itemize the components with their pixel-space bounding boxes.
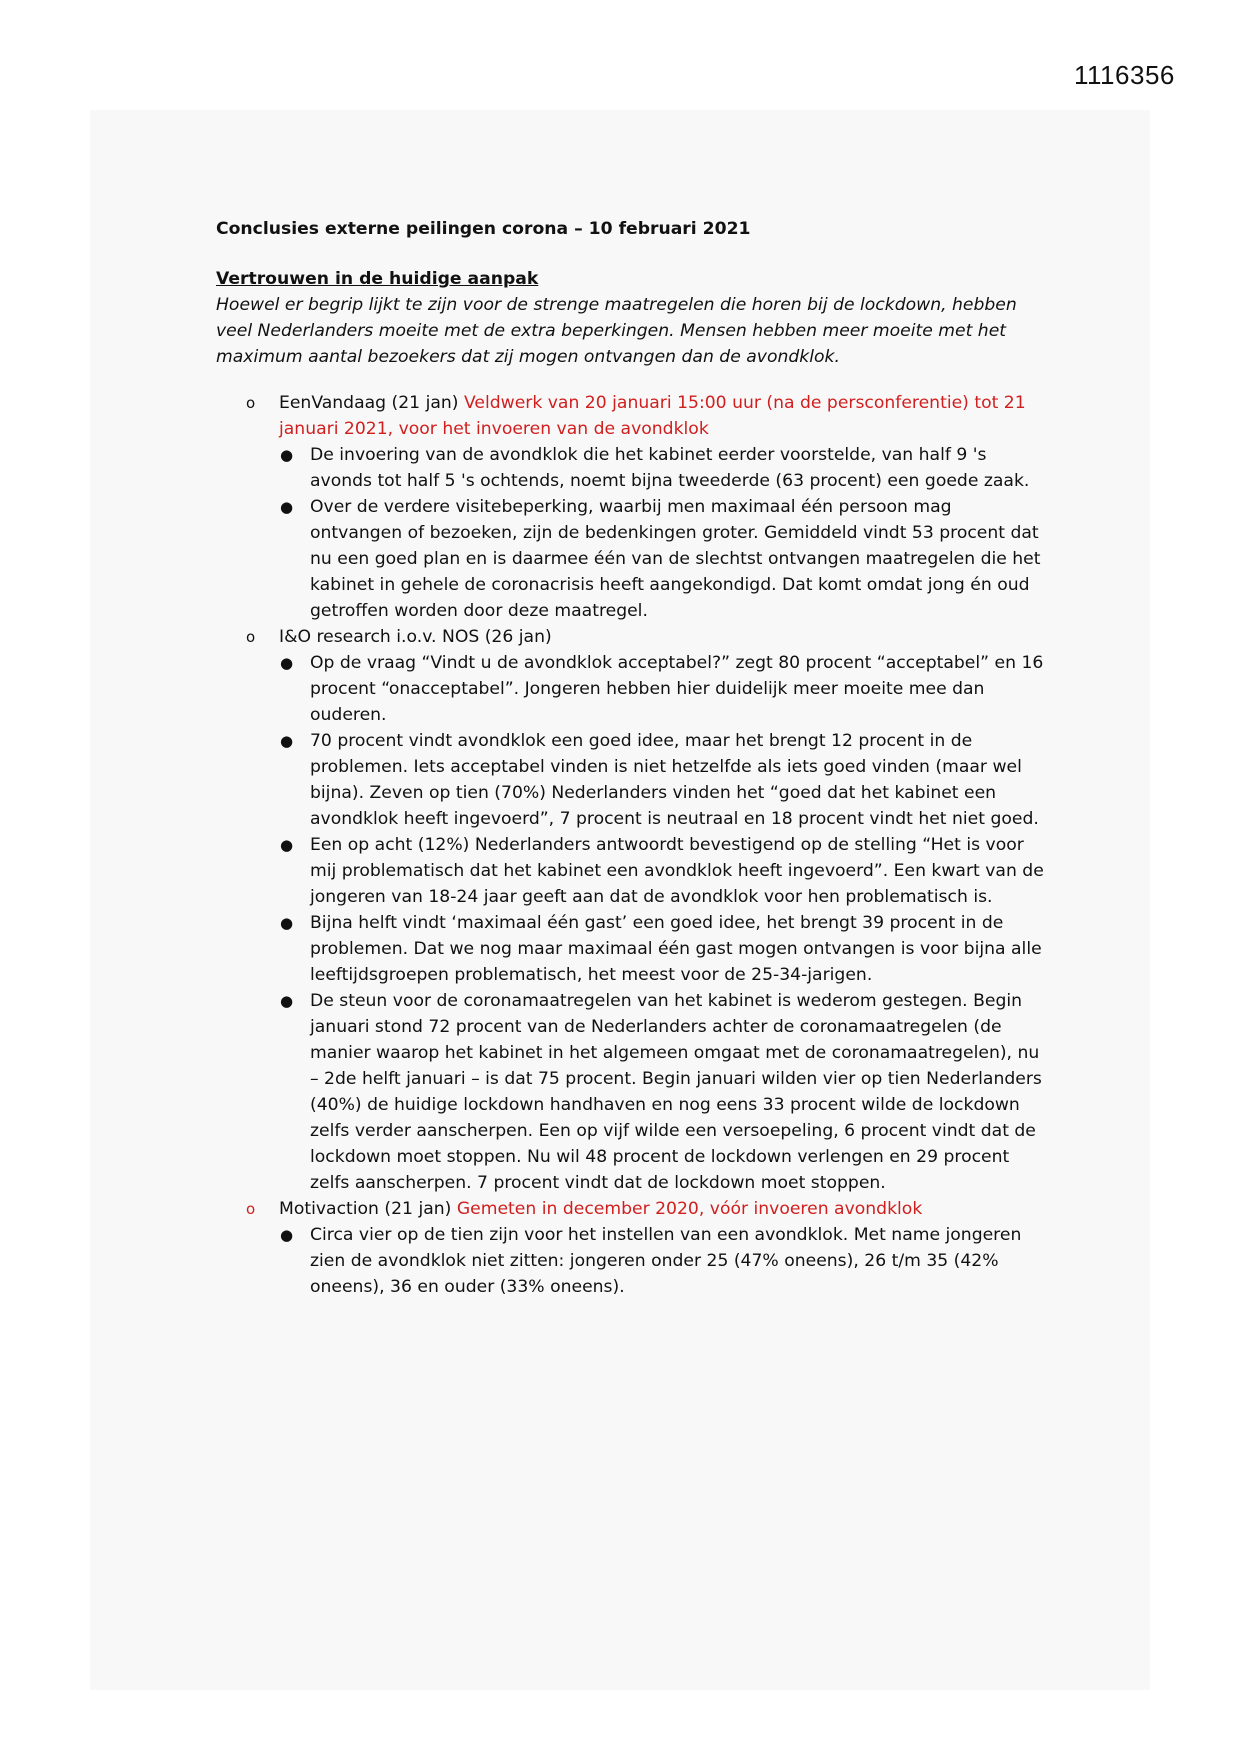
source-block	[216, 1196, 1046, 1222]
source-name: I&O research i.o.v. NOS (26 jan)	[279, 627, 552, 647]
source-block	[216, 624, 1046, 650]
section-heading: Vertrouwen in de huidige aanpak	[216, 269, 539, 289]
list-item: ● Bijna helft vindt ‘maximaal één gast’ een goed idee, het brengt 39 procent in de problemen. Dat we nog maar maximaal één gast mogen ontvangen is voor bijna alle leeftijdsgroepen problematisch, het meest voor de 25-34-jarigen.	[216, 910, 1046, 988]
circle-bullet-icon: o	[246, 628, 256, 646]
bullet-dot-icon: ●	[280, 1226, 294, 1244]
document-body	[216, 216, 1046, 1300]
circle-bullet-icon: o	[246, 394, 256, 412]
bullet-dot-icon: ●	[280, 836, 294, 854]
bullet-dot-icon: ●	[280, 654, 294, 672]
circle-bullet-icon: o	[246, 1200, 256, 1218]
list-item: ● De steun voor de coronamaatregelen van het kabinet is wederom gestegen. Begin januari stond 72 procent van de Nederlanders achter de coronamaatregelen (de manier waarop het kabinet in het algemeen omgaat met de coronamaatregelen), nu – 2de helft januari – is dat 75 procent. Begin januari wilden vier op tien Nederlanders (40%) de huidige lockdown handhaven en nog eens 33 procent wilde de lockdown zelfs verder aanscherpen. Een op vijf wilde een versoepeling, 6 procent vindt dat de lockdown moet stoppen. Nu wil 48 procent de lockdown verlengen en 29 procent zelfs aanscherpen. 7 procent vindt dat de lockdown moet stoppen.	[216, 988, 1046, 1196]
list-item: ● Op de vraag “Vindt u de avondklok acceptabel?” zegt 80 procent “acceptabel” en 16 procent “onacceptabel”. Jongeren hebben hier duidelijk meer moeite mee dan ouderen.	[216, 650, 1046, 728]
document-id: 1116356	[1074, 60, 1175, 90]
bullet-dot-icon: ●	[280, 992, 294, 1010]
document-title: Conclusies externe peilingen corona – 10 februari 2021	[216, 219, 751, 239]
list-item: ● Circa vier op de tien zijn voor het instellen van een avondklok. Met name jongeren zien de avondklok niet zitten: jongeren onder 25 (47% oneens), 26 t/m 35 (42% oneens), 36 en ouder (33% oneens).	[216, 1222, 1046, 1300]
list-item: ● Een op acht (12%) Nederlanders antwoordt bevestigend op de stelling “Het is voor mij problematisch dat het kabinet een avondklok heeft ingevoerd”. Een kwart van de jongeren van 18-24 jaar geeft aan dat de avondklok voor hen problematisch is.	[216, 832, 1046, 910]
source-name: Motivaction (21 jan)	[279, 1199, 452, 1219]
bullet-list	[216, 442, 1046, 624]
list-item: ● Over de verdere visitebeperking, waarbij men maximaal één persoon mag ontvangen of bezoeken, zijn de bedenkingen groter. Gemiddeld vindt 53 procent dat nu een goed plan en is daarmee één van de slechtst ontvangen maatregelen die het kabinet in gehele de coronacrisis heeft aangekondigd. Dat komt omdat jong én oud getroffen worden door deze maatregel.	[216, 494, 1046, 624]
list-item: ● De invoering van de avondklok die het kabinet eerder voorstelde, van half 9 's avonds tot half 5 's ochtends, noemt bijna tweederde (63 procent) een goede zaak.	[216, 442, 1046, 494]
section-intro: Hoewel er begrip lijkt te zijn voor de strenge maatregelen die horen bij de lockdown, hebben veel Nederlanders moeite met de extra beperkingen. Mensen hebben meer moeite met het maximum aantal bezoekers dat zij mogen ontvangen dan de avondklok.	[216, 295, 1017, 367]
source-note: Veldwerk van 20 januari 15:00 uur (na de persconferentie) tot 21 januari 2021, voor het invoeren van de avondklok	[279, 393, 1026, 439]
bullet-dot-icon: ●	[280, 446, 294, 464]
bullet-dot-icon: ●	[280, 732, 294, 750]
bullet-dot-icon: ●	[280, 498, 294, 516]
bullet-list	[216, 1222, 1046, 1300]
source-note: Gemeten in december 2020, vóór invoeren avondklok	[456, 1199, 923, 1219]
list-item: ● 70 procent vindt avondklok een goed idee, maar het brengt 12 procent in de problemen. Iets acceptabel vinden is niet hetzelfde als iets goed vinden (maar wel bijna). Zeven op tien (70%) Nederlanders vinden het “goed dat het kabinet een avondklok heeft ingevoerd”, 7 procent is neutraal en 18 procent vindt het niet goed.	[216, 728, 1046, 832]
source-block	[216, 390, 1046, 442]
bullet-list	[216, 650, 1046, 1196]
bullet-dot-icon: ●	[280, 914, 294, 932]
source-name: EenVandaag (21 jan)	[279, 393, 459, 413]
